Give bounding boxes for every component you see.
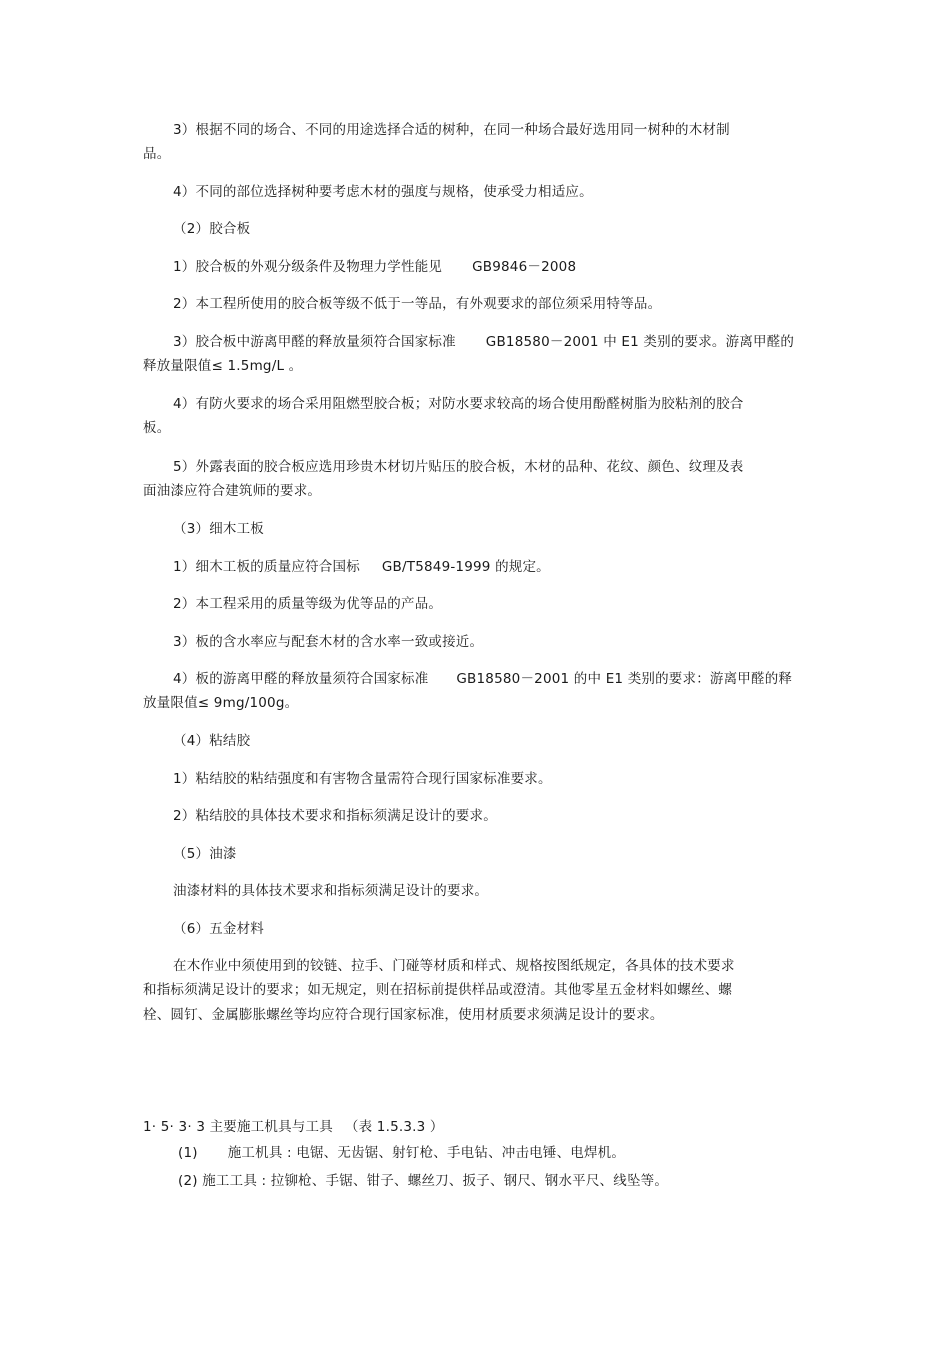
tools-section-title: 1· 5· 3· 3 主要施工机具与工具 [143, 1119, 333, 1135]
blockboard-item-3: 3）板的含水率应与配套木材的含水率一致或接近。 [173, 634, 484, 650]
plywood-item-4-line-1: 4）有防火要求的场合采用阻燃型胶合板；对防水要求较高的场合使用酚醛树脂为胶粘剂的胶合 [173, 396, 744, 412]
blockboard-item-1-standard: GB/T5849-1999 的规定。 [381, 559, 550, 575]
adhesive-heading: （4）粘结胶 [173, 733, 251, 749]
plywood-item-5-line-1: 5）外露表面的胶合板应选用珍贵木材切片贴压的胶合板，木材的品种、花纹、颜色、纹理及表 [173, 459, 744, 475]
hardware-line-1: 在木作业中须使用到的铰链、拉手、门碰等材质和样式、规格按图纸规定，各具体的技术要求 [173, 958, 735, 974]
machines-line [178, 1144, 625, 1162]
plywood-item-3-text: 3）胶合板中游离甲醛的释放量须符合国家标准 [173, 334, 456, 350]
plywood-item-3-standard: GB18580－2001 中 E1 类别的要求。游离甲醛的 [485, 334, 795, 350]
plywood-item-5-line-2: 面油漆应符合建筑师的要求。 [143, 483, 322, 499]
paint-heading: （5）油漆 [173, 846, 237, 862]
plywood-item-1-standard: GB9846－2008 [472, 259, 577, 275]
wood-item-4: 4）不同的部位选择树种要考虑木材的强度与规格，使承受力相适应。 [173, 184, 593, 200]
blockboard-heading: （3）细木工板 [173, 521, 264, 537]
tools-section-table-ref: （表 1.5.3.3 ） [344, 1119, 444, 1135]
blockboard-item-4-text: 4）板的游离甲醛的释放量须符合国家标准 [173, 671, 429, 687]
plywood-item-4-line-2: 板。 [143, 420, 171, 436]
blockboard-item-1 [173, 558, 550, 576]
hardware-heading: （6）五金材料 [173, 921, 264, 937]
wood-item-3-line-2: 品。 [143, 146, 171, 162]
hardware-line-3: 栓、圆钉、金属膨胀螺丝等均应符合现行国家标准，使用材质要求须满足设计的要求。 [143, 1007, 664, 1023]
wood-item-3-line-1: 3）根据不同的场合、不同的用途选择合适的树种，在同一种场合最好选用同一树种的木材制 [173, 122, 730, 138]
plywood-item-2: 2）本工程所使用的胶合板等级不低于一等品，有外观要求的部位须采用特等品。 [173, 296, 662, 312]
machines-text: 施工机具 : 电锯、无齿锯、射钉枪、手电钻、冲击电锤、电焊机。 [227, 1145, 626, 1161]
machines-number: (1) [178, 1145, 198, 1161]
tools-line: (2) 施工工具 : 拉铆枪、手锯、钳子、螺丝刀、扳子、钢尺、钢水平尺、线坠等。 [178, 1173, 669, 1189]
adhesive-item-1: 1）粘结胶的粘结强度和有害物含量需符合现行国家标准要求。 [173, 771, 552, 787]
hardware-line-2: 和指标须满足设计的要求；如无规定，则在招标前提供样品或澄清。其他零星五金材料如螺丝、螺 [143, 982, 733, 998]
tools-section-heading [143, 1118, 444, 1136]
plywood-item-3-line-2: 释放量限值≤ 1.5mg/L 。 [143, 358, 303, 374]
blockboard-item-4-line-2: 放量限值≤ 9mg/100g。 [143, 695, 299, 711]
blockboard-item-4-line-1 [173, 670, 792, 688]
blockboard-item-1-text: 1）细木工板的质量应符合国标 [173, 559, 360, 575]
paint-text: 油漆材料的具体技术要求和指标须满足设计的要求。 [173, 883, 489, 899]
plywood-item-1-text: 1）胶合板的外观分级条件及物理力学性能见 [173, 259, 443, 275]
plywood-item-3-line-1 [173, 333, 794, 351]
blockboard-item-4-standard: GB18580－2001 的中 E1 类别的要求：游离甲醛的释 [456, 671, 793, 687]
blockboard-item-2: 2）本工程采用的质量等级为优等品的产品。 [173, 596, 443, 612]
plywood-item-1 [173, 258, 576, 276]
plywood-heading: （2）胶合板 [173, 221, 251, 237]
adhesive-item-2: 2）粘结胶的具体技术要求和指标须满足设计的要求。 [173, 808, 497, 824]
